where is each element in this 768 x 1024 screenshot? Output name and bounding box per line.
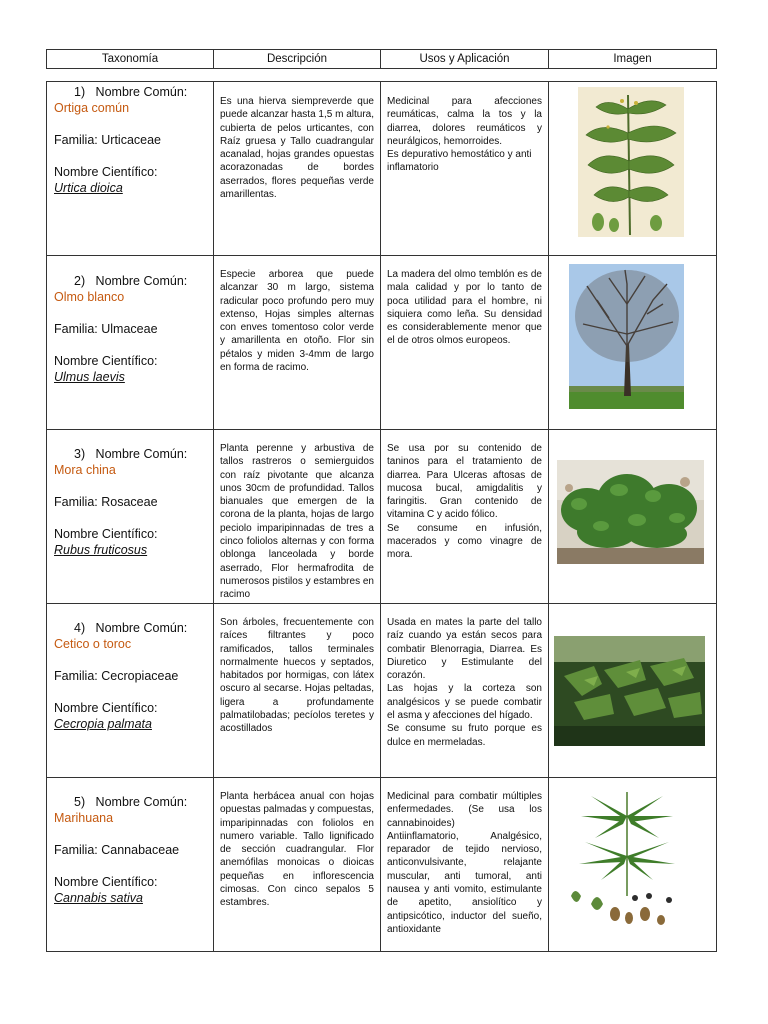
row-number: 1)	[74, 85, 86, 99]
table-row	[47, 256, 717, 430]
uses-cell	[381, 778, 549, 952]
uses-cell	[381, 256, 549, 430]
uses-text: Medicinal para afecciones reumáticas, calma la tos y la diarrea, dolores reumáticos y neurálgicos, hemorroides.	[387, 96, 542, 147]
common-label: Nombre Común:	[95, 795, 188, 809]
scientific-name: Urtica dioica	[54, 181, 123, 195]
family-name: Cannabaceae	[101, 843, 180, 857]
blackberry-bush-photo	[557, 460, 704, 564]
taxonomy-cell	[47, 430, 214, 604]
uses-cell	[381, 82, 549, 256]
description-text: Es una hierva siempreverde que puede alcanzar hasta 1,5 m altura, cubierta de pelos urticantes, con Raíz gruesa y Tallo cuadrangular acanalad, hojas grandes opuestas acorazonadas de bordes aserrados, flores pequeñas verde amarillentas.	[220, 96, 374, 201]
taxonomy-cell	[47, 82, 214, 256]
family-name: Rosaceae	[101, 495, 158, 509]
uses-cell	[381, 604, 549, 778]
table-row	[47, 778, 717, 952]
description-cell	[214, 430, 381, 604]
table-row	[47, 82, 717, 256]
image-cell	[549, 256, 717, 430]
header-table	[46, 49, 717, 69]
header-imagen: Imagen	[549, 50, 717, 69]
header-usos: Usos y Aplicación	[381, 50, 549, 69]
common-name: Mora china	[54, 463, 116, 477]
row-number: 5)	[74, 795, 86, 809]
description-cell	[214, 82, 381, 256]
scientific-label: Nombre Científico:	[54, 527, 158, 541]
scientific-name: Cecropia palmata	[54, 717, 152, 731]
common-name: Marihuana	[54, 811, 114, 825]
description-text: Especie arborea que puede alcanzar 30 m largo, sistema radicular poco profundo pero muy extenso, Hojas simples alternas con enves tomentoso color verde y amarillenta en otoño. Flor sin pétalos y miden 3-4mm de largo en forma de racimo.	[220, 269, 374, 374]
common-label: Nombre Común:	[95, 85, 188, 99]
description-text: Son árboles, frecuentemente con raíces filtrantes y poco ramificados, tallos terminales normalmente huecos y septados, habitados por hormigas, con látex oscuro al secarse. Hojas peltadas, ligera a profundamente palmatilobadas; pecíolos teretes y acostillados	[220, 617, 374, 735]
taxonomy-cell	[47, 256, 214, 430]
family-label: Familia:	[54, 843, 98, 857]
scientific-label: Nombre Científico:	[54, 875, 158, 889]
common-label: Nombre Común:	[95, 447, 188, 461]
scientific-name: Cannabis sativa	[54, 891, 143, 905]
taxonomy-cell	[47, 604, 214, 778]
family-name: Ulmaceae	[101, 322, 158, 336]
cecropia-leaves-photo	[554, 636, 705, 746]
description-text: Planta herbácea anual con hojas opuestas palmadas y compuestas, imparipinnadas con foliolos en numero variable. Tallo lignificado de sección cuadrangular. Flor anemófilas monoicas o dioicas pequeñas en inflorescencia cimosas. Con cinco sepalos 5 estambres.	[220, 791, 374, 909]
image-cell	[549, 430, 717, 604]
family-label: Familia:	[54, 495, 98, 509]
header-descripcion: Descripción	[214, 50, 381, 69]
family-name: Urticaceae	[101, 133, 161, 147]
image-cell	[549, 82, 717, 256]
table-row	[47, 430, 717, 604]
common-name: Cetico o toroc	[54, 637, 132, 651]
image-cell	[549, 778, 717, 952]
description-text: Planta perenne y arbustiva de tallos rastreros o semierguidos con raíz pivotante que alcanza unos 30cm de profundidad. Tallos bianuales que emergen de la corona de la planta, hojas de largo peciolo imparipinnadas de tres a cinco foliolos alternas y con forma oblonga lanceolada y borde aserrado, Flor hermafrodita de numerosos pistilos y estambres en racimo	[220, 443, 374, 601]
uses-text: Usada en mates la parte del tallo raíz cuando ya están secos para combatir Blenorragia, Diarrea. Es Diuretico y Estimulante del corazón.	[387, 617, 542, 682]
common-label: Nombre Común:	[95, 274, 188, 288]
image-cell	[549, 604, 717, 778]
cannabis-illustration	[561, 786, 693, 938]
uses-text: Medicinal para combatir múltiples enfermedades. (Se usa los cannabinoides)	[387, 791, 542, 829]
family-label: Familia:	[54, 669, 98, 683]
header-row	[47, 50, 717, 69]
uses-cell	[381, 430, 549, 604]
common-label: Nombre Común:	[95, 621, 188, 635]
taxonomy-cell	[47, 778, 214, 952]
uses-text: Se consume su fruto porque es dulce en mermeladas.	[387, 723, 542, 748]
uses-text: Se usa por su contenido de taninos para el tratamiento de diarrea. Para Ulceras aftosas de mucosa bucal, amigdalitis y faringitis. Gran contenido de vitamina C y acido fólico.	[387, 443, 542, 521]
scientific-name: Ulmus laevis	[54, 370, 125, 384]
scientific-label: Nombre Científico:	[54, 165, 158, 179]
common-name: Olmo blanco	[54, 290, 125, 304]
description-cell	[214, 604, 381, 778]
row-number: 4)	[74, 621, 86, 635]
nettle-illustration	[578, 87, 684, 237]
uses-text: Se consume en infusión, macerados y como vinagre de mora.	[387, 522, 542, 561]
uses-text: Las hojas y la corteza son analgésicos y se puede combatir el asma y afecciones del hígado.	[387, 683, 542, 722]
scientific-label: Nombre Científico:	[54, 354, 158, 368]
description-cell	[214, 256, 381, 430]
uses-text: La madera del olmo temblón es de mala calidad y por lo tanto de poca utilidad para el hombre, ni siquiera como leña. Su densidad es considerablemente menor que el de otros olmos europeos.	[387, 269, 542, 347]
plants-table	[46, 81, 717, 952]
family-name: Cecropiaceae	[101, 669, 179, 683]
scientific-name: Rubus fruticosus	[54, 543, 148, 557]
elm-tree-photo	[569, 264, 684, 409]
family-label: Familia:	[54, 133, 98, 147]
family-label: Familia:	[54, 322, 98, 336]
description-cell	[214, 778, 381, 952]
uses-text: Antiinflamatorio, Analgésico, reparador de tejido nervioso, anticonvulsivante, relajante muscular, anti tumoral, anti nausea y anti vomito, estimulante de apetito, ansiolítico y antipsicótico, inductor del sueño, antioxidante	[387, 830, 542, 935]
common-name: Ortiga común	[54, 101, 130, 115]
row-number: 3)	[74, 447, 86, 461]
scientific-label: Nombre Científico:	[54, 701, 158, 715]
uses-text: Es depurativo hemostático y anti inflamatorio	[387, 149, 532, 174]
table-row	[47, 604, 717, 778]
header-taxonomia: Taxonomía	[47, 50, 214, 69]
row-number: 2)	[74, 274, 86, 288]
